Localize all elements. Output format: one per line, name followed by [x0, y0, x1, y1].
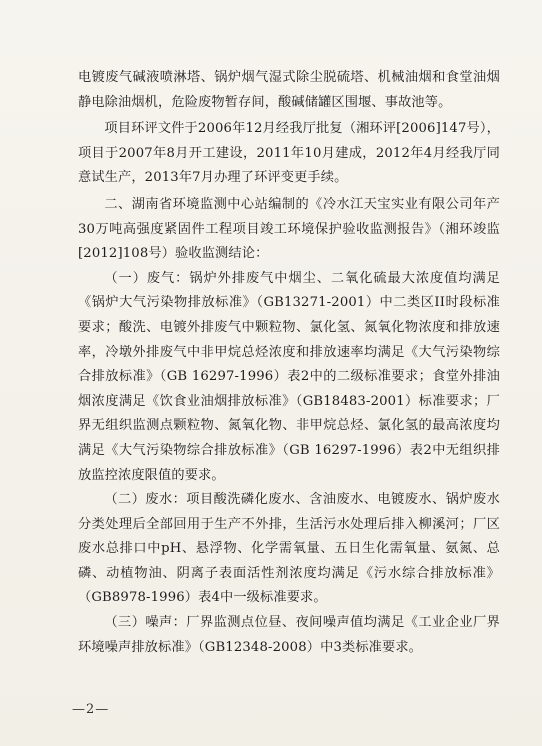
- paragraph-facilities: 电镀废气碱液喷淋塔、锅炉烟气湿式除尘脱硫塔、机械油烟和食堂油烟静电除油烟机，危险废物暂存间，酸碱储罐区围堰、事故池等。: [78, 70, 500, 110]
- paragraph-monitoring-report: 二、湖南省环境监测中心站编制的《冷水江天宝实业有限公司年产30万吨高强度紧固件工程项目竣工环境保护验收监测报告》（湘环竣监[2012]108号）验收监测结论：: [78, 196, 500, 262]
- paragraph-waste-gas: （一）废气：锅炉外排废气中烟尘、二氧化硫最大浓度值均满足《锅炉大气污染物排放标准》（GB13271-2001）中二类区II时段标准要求；酸洗、电镀外排废气中颗粒物、氯化氢、氮氧化物浓度和排放速率，冷墩外排废气中非甲烷总烃浓度和排放速率均满足《大气污染物综合排放标准》（GB 16297-1996）表2中的二级标准要求；食堂外排油烟浓度满足《饮食业油烟排放标准》（GB18483-2001）标准要求；厂界无组织监测点颗粒物、氮氧化物、非甲烷总烃、氯化氢的最高浓度均满足《大气污染物综合排放标准》（GB 16297-1996）表2中无组织排放监控浓度限值的要求。: [78, 270, 500, 483]
- page-number: —2—: [72, 702, 110, 717]
- paragraph-approval-history: 项目环评文件于2006年12月经我厅批复（湘环评[2006]147号），项目于2007年8月开工建设，2011年10月建成，2012年4月经我厅同意试生产，2013年7月办理了环评变更手续。: [78, 121, 500, 186]
- paragraph-noise: （三）噪声：厂界监测点位昼、夜间噪声值均满足《工业企业厂界环境噪声排放标准》（GB12348-2008）中3类标准要求。: [78, 615, 500, 655]
- paragraph-waste-water: （二）废水：项目酸洗磷化废水、含油废水、电镀废水、锅炉废水分类处理后全部回用于生产不外排，生活污水处理后排入柳溪河；厂区废水总排口中pH、悬浮物、化学需氧量、五日生化需氧量、氨氮、总磷、动植物油、阴离子表面活性剂浓度均满足《污水综合排放标准》（GB8978-1996）表4中一级标准要求。: [78, 492, 500, 606]
- document-body: [78, 66, 500, 660]
